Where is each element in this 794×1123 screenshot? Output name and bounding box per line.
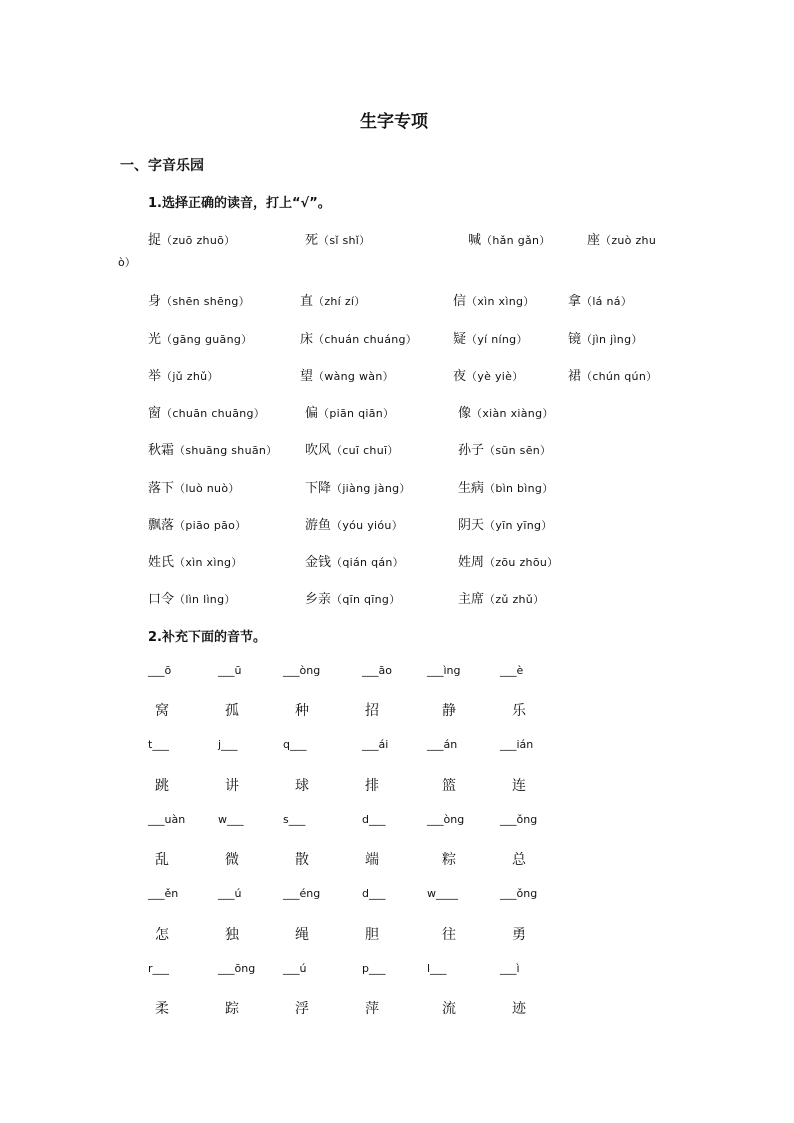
word: 信 bbox=[453, 294, 467, 309]
pinyin-choice-item bbox=[568, 328, 643, 347]
pinyin-options: （zuō zhuō） bbox=[161, 234, 236, 247]
pinyin-options: （yè yiè） bbox=[466, 370, 524, 383]
syllable-blank[interactable]: ___ěn bbox=[148, 887, 179, 900]
pinyin-choice-item bbox=[305, 229, 370, 248]
pinyin-choice-item bbox=[458, 588, 544, 607]
pinyin-choice-item bbox=[148, 402, 265, 421]
word: 秋霜 bbox=[148, 443, 175, 458]
pinyin-options: （luò nuò） bbox=[174, 482, 240, 495]
pinyin-options: （piān qiān） bbox=[318, 407, 395, 420]
chinese-character: 球 bbox=[295, 778, 309, 794]
pinyin-options: （cuī chuī） bbox=[331, 444, 399, 457]
word: 座 bbox=[587, 233, 601, 248]
word: 拿 bbox=[568, 294, 582, 309]
word: 口令 bbox=[148, 592, 175, 607]
pinyin-choice-item bbox=[148, 514, 246, 533]
chinese-character: 跳 bbox=[155, 778, 169, 794]
chinese-character: 往 bbox=[442, 927, 456, 943]
word: 乡亲 bbox=[305, 592, 332, 607]
word: 飘落 bbox=[148, 518, 175, 533]
word: 裙 bbox=[568, 369, 582, 384]
syllable-blank[interactable]: ___ū bbox=[218, 664, 242, 677]
syllable-blank[interactable]: ___āo bbox=[362, 664, 392, 677]
pinyin-options: （zhí zí） bbox=[313, 295, 366, 308]
pinyin-options: （sūn sēn） bbox=[484, 444, 552, 457]
syllable-blank[interactable]: ___ō bbox=[148, 664, 172, 677]
pinyin-choice-item bbox=[458, 402, 554, 421]
syllable-blank[interactable]: r___ bbox=[148, 962, 170, 975]
page-title: 生字专项 bbox=[360, 112, 428, 132]
syllable-blank[interactable]: ___án bbox=[427, 738, 458, 751]
pinyin-options: （sǐ shǐ） bbox=[318, 234, 371, 247]
chinese-character: 种 bbox=[295, 703, 309, 719]
pinyin-choice-item bbox=[305, 402, 394, 421]
chinese-character: 篮 bbox=[442, 778, 456, 794]
pinyin-choice-item bbox=[458, 551, 558, 570]
pinyin-choice-item bbox=[453, 290, 535, 309]
syllable-blank[interactable]: l___ bbox=[427, 962, 447, 975]
syllable-blank[interactable]: d___ bbox=[362, 887, 386, 900]
chinese-character: 流 bbox=[442, 1001, 456, 1017]
word: 偏 bbox=[305, 406, 319, 421]
syllable-blank[interactable]: ___ǒng bbox=[500, 887, 538, 900]
chinese-character: 散 bbox=[295, 852, 309, 868]
syllable-blank[interactable]: ___ú bbox=[218, 887, 242, 900]
word: 喊 bbox=[468, 233, 482, 248]
chinese-character: 连 bbox=[512, 778, 526, 794]
syllable-blank[interactable]: ___ú bbox=[283, 962, 307, 975]
pinyin-options: （zōu zhōu） bbox=[484, 556, 559, 569]
chinese-character: 孤 bbox=[225, 703, 239, 719]
word: 生病 bbox=[458, 481, 485, 496]
syllable-blank[interactable]: t___ bbox=[148, 738, 169, 751]
chinese-character: 招 bbox=[365, 703, 379, 719]
pinyin-options: （qián qán） bbox=[331, 556, 404, 569]
pinyin-options: （shuāng shuān） bbox=[174, 444, 278, 457]
word: 死 bbox=[305, 233, 319, 248]
pinyin-choice-item bbox=[300, 328, 417, 347]
pinyin-choice-item bbox=[453, 328, 528, 347]
syllable-blank[interactable]: ___ái bbox=[362, 738, 389, 751]
pinyin-choice-item bbox=[300, 290, 366, 309]
pinyin-choice-item bbox=[148, 551, 243, 570]
word: 床 bbox=[300, 332, 314, 347]
chinese-character: 独 bbox=[225, 927, 239, 943]
pinyin-choice-item bbox=[148, 477, 240, 496]
pinyin-choice-item bbox=[568, 290, 632, 309]
wrapped-text: ò） bbox=[118, 256, 136, 269]
chinese-character: 胆 bbox=[365, 927, 379, 943]
pinyin-choice-item bbox=[468, 229, 551, 248]
pinyin-options: （lìn lìng） bbox=[174, 593, 236, 606]
syllable-blank[interactable]: ___òng bbox=[427, 813, 465, 826]
word: 光 bbox=[148, 332, 162, 347]
word: 吹风 bbox=[305, 443, 332, 458]
word: 游鱼 bbox=[305, 518, 332, 533]
pinyin-choice-item bbox=[458, 439, 551, 458]
syllable-blank[interactable]: ___ōng bbox=[218, 962, 256, 975]
syllable-blank[interactable]: w____ bbox=[427, 887, 458, 900]
syllable-blank[interactable]: j___ bbox=[218, 738, 238, 751]
pinyin-choice-item bbox=[458, 477, 554, 496]
syllable-blank[interactable]: ___éng bbox=[283, 887, 321, 900]
pinyin-options: （jǔ zhǔ） bbox=[161, 370, 219, 383]
word: 孙子 bbox=[458, 443, 485, 458]
pinyin-choice-item bbox=[587, 229, 656, 248]
pinyin-choice-item bbox=[148, 439, 277, 458]
word: 疑 bbox=[453, 332, 467, 347]
word: 姓氏 bbox=[148, 555, 175, 570]
pinyin-choice-item bbox=[568, 365, 657, 384]
pinyin-options: （piāo pāo） bbox=[174, 519, 247, 532]
word: 举 bbox=[148, 369, 162, 384]
pinyin-options: （chuān chuāng） bbox=[161, 407, 266, 420]
section-heading: 一、字音乐园 bbox=[120, 158, 204, 174]
chinese-character: 浮 bbox=[295, 1001, 309, 1017]
syllable-blank[interactable]: ___òng bbox=[283, 664, 321, 677]
pinyin-options: （shēn shēng） bbox=[161, 295, 250, 308]
pinyin-options: （xiàn xiàng） bbox=[471, 407, 554, 420]
pinyin-options: （yīn yīng） bbox=[484, 519, 553, 532]
chinese-character: 柔 bbox=[155, 1001, 169, 1017]
syllable-blank[interactable]: ___è bbox=[500, 664, 524, 677]
chinese-character: 端 bbox=[365, 852, 379, 868]
chinese-character: 讲 bbox=[225, 778, 239, 794]
pinyin-choice-item bbox=[453, 365, 524, 384]
syllable-blank[interactable]: ___ǒng bbox=[500, 813, 538, 826]
pinyin-options: （yí níng） bbox=[466, 333, 528, 346]
pinyin-options: （zǔ zhǔ） bbox=[484, 593, 545, 606]
chinese-character: 怎 bbox=[155, 927, 169, 943]
pinyin-choice-item bbox=[300, 365, 394, 384]
question-1-heading: 1.选择正确的读音，打上“√”。 bbox=[148, 196, 331, 211]
word: 窗 bbox=[148, 406, 162, 421]
pinyin-options: （bìn bìng） bbox=[484, 482, 554, 495]
pinyin-choice-item bbox=[148, 229, 235, 248]
pinyin-choice-item bbox=[305, 551, 404, 570]
syllable-blank[interactable]: ___ián bbox=[500, 738, 534, 751]
word: 姓周 bbox=[458, 555, 485, 570]
chinese-character: 窝 bbox=[155, 703, 169, 719]
syllable-blank[interactable]: q___ bbox=[283, 738, 307, 751]
pinyin-choice-item bbox=[458, 514, 553, 533]
pinyin-choice-item bbox=[148, 290, 250, 309]
word: 阴天 bbox=[458, 518, 485, 533]
chinese-character: 绳 bbox=[295, 927, 309, 943]
syllable-blank[interactable]: w___ bbox=[218, 813, 244, 826]
chinese-character: 踪 bbox=[225, 1001, 239, 1017]
chinese-character: 乱 bbox=[155, 852, 169, 868]
pinyin-options: （yóu yióu） bbox=[331, 519, 403, 532]
chinese-character: 粽 bbox=[442, 852, 456, 868]
word: 下降 bbox=[305, 481, 332, 496]
pinyin-options: （jiàng jàng） bbox=[331, 482, 411, 495]
pinyin-choice-item bbox=[148, 328, 252, 347]
word: 夜 bbox=[453, 369, 467, 384]
pinyin-options: （gāng guāng） bbox=[161, 333, 253, 346]
syllable-blank[interactable]: d___ bbox=[362, 813, 386, 826]
pinyin-choice-item bbox=[148, 588, 236, 607]
syllable-blank[interactable]: s___ bbox=[283, 813, 306, 826]
chinese-character: 静 bbox=[442, 703, 456, 719]
pinyin-options: （zuò zhu bbox=[600, 234, 657, 247]
chinese-character: 勇 bbox=[512, 927, 526, 943]
word: 镜 bbox=[568, 332, 582, 347]
word: 直 bbox=[300, 294, 314, 309]
pinyin-options: （qīn qīng） bbox=[331, 593, 401, 606]
question-2-heading: 2.补充下面的音节。 bbox=[148, 630, 266, 645]
pinyin-options: （xìn xìng） bbox=[466, 295, 535, 308]
chinese-character: 排 bbox=[365, 778, 379, 794]
pinyin-options: （chuán chuáng） bbox=[313, 333, 418, 346]
chinese-character: 乐 bbox=[512, 703, 526, 719]
word: 落下 bbox=[148, 481, 175, 496]
pinyin-choice-item bbox=[305, 514, 403, 533]
pinyin-choice-item bbox=[305, 439, 399, 458]
pinyin-options: （hǎn gǎn） bbox=[481, 234, 551, 247]
chinese-character: 萍 bbox=[365, 1001, 379, 1017]
pinyin-choice-item bbox=[148, 365, 219, 384]
syllable-blank[interactable]: ___uàn bbox=[148, 813, 186, 826]
word: 金钱 bbox=[305, 555, 332, 570]
syllable-blank[interactable]: p___ bbox=[362, 962, 386, 975]
pinyin-options: （xìn xìng） bbox=[174, 556, 243, 569]
word: 望 bbox=[300, 369, 314, 384]
word: 捉 bbox=[148, 233, 162, 248]
word: 主席 bbox=[458, 592, 485, 607]
chinese-character: 总 bbox=[512, 852, 526, 868]
pinyin-choice-item bbox=[305, 588, 401, 607]
pinyin-options: （jìn jìng） bbox=[581, 333, 643, 346]
syllable-blank[interactable]: ___ì bbox=[500, 962, 520, 975]
pinyin-options: （chún qún） bbox=[581, 370, 658, 383]
word: 像 bbox=[458, 406, 472, 421]
word: 身 bbox=[148, 294, 162, 309]
chinese-character: 微 bbox=[225, 852, 239, 868]
chinese-character: 迹 bbox=[512, 1001, 526, 1017]
pinyin-options: （lá ná） bbox=[581, 295, 633, 308]
syllable-blank[interactable]: ___ìng bbox=[427, 664, 461, 677]
pinyin-options: （wàng wàn） bbox=[313, 370, 394, 383]
pinyin-choice-item bbox=[305, 477, 411, 496]
